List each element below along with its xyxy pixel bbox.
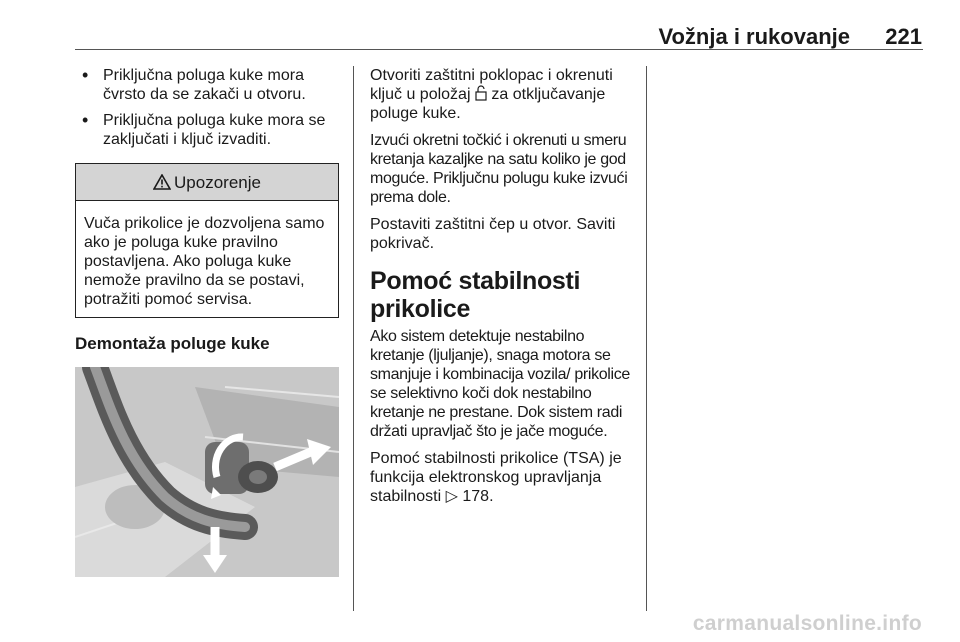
column-divider (646, 66, 647, 611)
text-span: . (489, 488, 494, 505)
page-header (0, 0, 960, 50)
middle-column (370, 66, 636, 514)
paragraph (370, 449, 636, 506)
warning-text: Vuča prikolice je dozvoljena samo ako je poluga kuke pravilno postavljena. Ako poluga kuke nemože pravilno da se postavi, potražiti pomoć servisa. (84, 215, 325, 308)
warning-triangle-icon (153, 174, 171, 190)
section-heading: Pomoć stabilnosti prikolice (370, 267, 581, 323)
column-divider (353, 66, 354, 611)
text-span: za otključavanje poluge kuke. (370, 86, 606, 122)
tow-hook-removal-figure (75, 367, 339, 577)
bullet-item: • Priključna poluga kuke mora se zaključati i ključ izvaditi. (75, 111, 340, 149)
paragraph (370, 66, 636, 123)
page-reference-arrow-icon: ▷ (445, 488, 458, 505)
header-rule (75, 49, 923, 50)
page-reference[interactable]: 178 (462, 488, 490, 505)
bullet-item: • Priključna poluga kuke mora čvrsto da se zakači u otvoru. (75, 66, 340, 104)
warning-header (76, 164, 338, 201)
unlock-key-icon (475, 85, 487, 101)
warning-title: Upozorenje (174, 172, 261, 192)
text-span: Pomoć stabilnosti prikolice (TSA) je funkcija elektronskog upravljanja stabilnosti (370, 450, 622, 505)
tow-bar-illustration (75, 367, 339, 577)
paragraph: Postaviti zaštitni čep u otvor. Saviti pokrivač. (370, 216, 616, 252)
text-span: Otvoriti zaštitni poklopac i okrenuti ključ u položaj (370, 67, 613, 103)
warning-box (75, 163, 339, 318)
paragraph: Ako sistem detektuje nestabilno kretanje (ljuljanje), snaga motora se smanjuje i kombinacija vozila/ prikolice se selektivno koči dok nestabilno kretanje ne prestane. Dok sistem radi držati upravljač što je jače moguće. (370, 328, 630, 440)
left-column (75, 66, 340, 577)
subheading: Demontaža poluge kuke (75, 334, 270, 353)
paragraph: Izvući okretni točkić i okrenuti u smeru kretanja kazaljke na satu koliko je god moguće. Priključnu polugu kuke izvući prema dole. (370, 132, 628, 206)
watermark: carmanualsonline.info (692, 612, 922, 635)
chapter-title: Vožnja i rukovanje (658, 24, 850, 49)
page-number: 221 (885, 24, 922, 49)
